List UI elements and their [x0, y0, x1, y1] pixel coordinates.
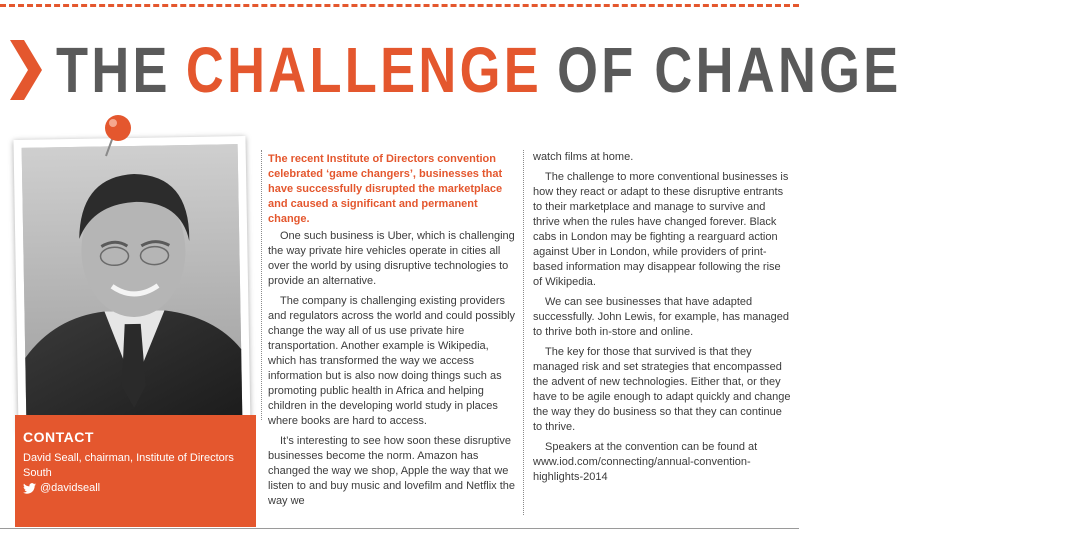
headline-word-the: THE	[56, 34, 171, 106]
portrait-photo-frame	[13, 136, 250, 432]
portrait-photo	[22, 144, 243, 424]
column-divider	[523, 150, 524, 515]
column-divider-left	[261, 150, 262, 420]
headline-word-of-change: OF CHANGE	[557, 34, 902, 106]
headline	[6, 30, 1087, 110]
chevron-right-icon	[6, 38, 46, 102]
contact-twitter[interactable]	[23, 481, 248, 496]
twitter-bird-icon	[23, 483, 36, 494]
headline-word-challenge: CHALLENGE	[185, 34, 542, 106]
bottom-rule	[0, 528, 799, 529]
portrait-illustration	[22, 144, 243, 424]
twitter-handle[interactable]: @davidseall	[40, 482, 101, 494]
top-dashed-border	[0, 4, 799, 7]
article-paragraph-7: Speakers at the convention can be found at www.iod.com/connecting/annual-convention-highlights-2014	[533, 441, 758, 483]
article-paragraph-5: We can see businesses that have adapted successfully. John Lewis, for example, has managed to thrive both in-store and online.	[533, 296, 789, 338]
article-column-1	[268, 150, 518, 514]
contact-name-line: David Seall, chairman, Institute of Directors South	[23, 452, 234, 479]
article-paragraph-3-continued: watch films at home.	[533, 151, 634, 163]
pushpin-icon	[97, 112, 137, 160]
headline-text	[56, 33, 902, 107]
article-paragraph-2: The company is challenging existing providers and regulators across the world and could possibly change the way all of us use private hire transportation. Another example is Wikipedia, which has transformed the way we access information but is also now doing things such as promoting public health in Africa and helping children in the developing world study in places where books are hard to access.	[268, 295, 516, 427]
article-column-2	[533, 150, 791, 490]
contact-title: CONTACT	[23, 429, 94, 445]
contact-box	[15, 415, 256, 527]
article-paragraph-6: The key for those that survived is that they managed risk and set strategies that encompassed the advent of new technologies. Either that, or they have to be agile enough to adapt quickly and change the way they do business so that they can continue to thrive.	[533, 346, 791, 433]
article-paragraph-1: One such business is Uber, which is challenging the way private hire vehicles operate in cities all over the world by using disruptive technologies to provide an alternative.	[268, 230, 515, 287]
article-lead: The recent Institute of Directors convention celebrated ‘game changers’, businesses that have successfully disrupted the marketplace and caused a significant and permanent change.	[268, 153, 503, 225]
article-paragraph-3: It’s interesting to see how soon these disruptive businesses become the norm. Amazon has changed the way we shop, Apple the way that we listen to and buy music and lovefilm and Netflix the way we	[268, 435, 516, 507]
article-paragraph-4: The challenge to more conventional businesses is how they react or adapt to these disruptive entrants to their marketplace and manage to survive and thrive when the rules have changed forever. Black cabs in London may be fighting a rearguard action against Uber in London, while providers of print-based information may disappear following the rise of Wikipedia.	[533, 171, 789, 288]
